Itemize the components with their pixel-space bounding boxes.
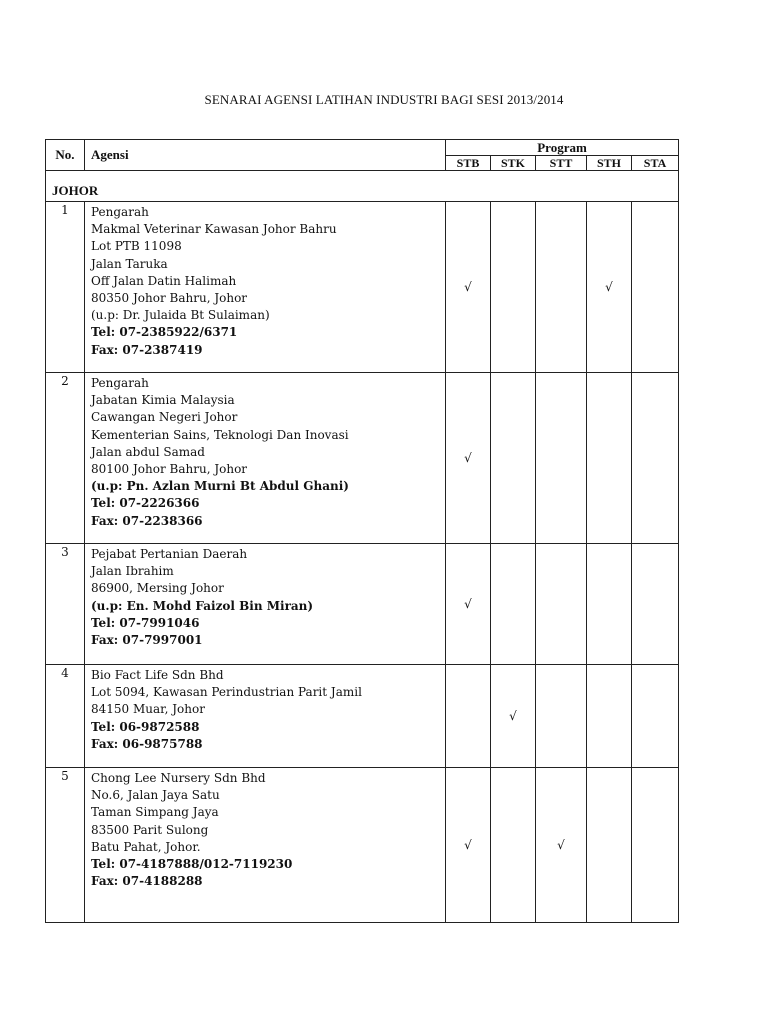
row-number: 1 [46, 202, 85, 373]
program-cell-stk [491, 768, 536, 923]
program-cell-stk [491, 373, 536, 544]
agency-line: Off Jalan Datin Halimah [91, 273, 237, 288]
column-header-stk: STK [491, 156, 536, 171]
check-mark-icon: √ [557, 838, 565, 852]
agency-line: Fax: 06-9875788 [91, 736, 203, 751]
agency-line: Pengarah [91, 205, 149, 219]
agency-line: Fax: 07-2387419 [91, 342, 203, 357]
row-number: 3 [46, 544, 85, 665]
agency-line: Fax: 07-4188288 [91, 874, 203, 889]
agency-line: (u.p: Pn. Azlan Murni Bt Abdul Ghani) [91, 479, 349, 494]
program-cell-stb [446, 373, 491, 544]
program-cell-stt [536, 373, 587, 544]
agency-details [85, 202, 446, 373]
program-cell-stb [446, 544, 491, 665]
check-mark-icon: √ [605, 280, 613, 294]
agency-table [45, 139, 679, 923]
agency-line: Tel: 07-2385922/6371 [91, 325, 238, 340]
table-row [46, 665, 679, 768]
agency-line: 80350 Johor Bahru, Johor [91, 291, 248, 306]
agency-line: Jalan Ibrahim [91, 564, 174, 579]
program-cell-sth [587, 665, 632, 768]
agency-line: Pengarah [91, 376, 149, 390]
agency-line: (u.p: En. Mohd Faizol Bin Miran) [91, 598, 314, 613]
program-cell-sta [632, 544, 679, 665]
program-cell-sta [632, 202, 679, 373]
column-header-stb: STB [446, 156, 491, 171]
program-cell-stt [536, 665, 587, 768]
page-title: SENARAI AGENSI LATIHAN INDUSTRI BAGI SESI 2013/2014 [204, 92, 564, 107]
agency-line: Lot PTB 11098 [91, 239, 182, 254]
row-number: 5 [46, 768, 85, 923]
table-row [46, 544, 679, 665]
agency-line: Tel: 07-2226366 [91, 496, 200, 511]
agency-line: Bio Fact Life Sdn Bhd [91, 668, 224, 682]
column-header-stt: STT [536, 156, 587, 171]
agency-line: Kementerian Sains, Teknologi Dan Inovasi [91, 427, 349, 442]
program-cell-sta [632, 768, 679, 923]
agency-line: Tel: 07-4187888/012-7119230 [91, 857, 293, 872]
check-mark-icon: √ [509, 709, 517, 723]
agency-line: Tel: 06-9872588 [91, 719, 200, 734]
agency-line: Taman Simpang Jaya [91, 805, 219, 820]
check-mark-icon: √ [464, 280, 472, 294]
program-cell-stb [446, 768, 491, 923]
program-cell-stt [536, 202, 587, 373]
agency-line: 83500 Parit Sulong [91, 822, 209, 837]
check-mark-icon: √ [464, 838, 472, 852]
agency-details [85, 768, 446, 923]
agency-line: 86900, Mersing Johor [91, 581, 224, 596]
agency-line: Jabatan Kimia Malaysia [91, 393, 235, 408]
column-header-program: Program [446, 140, 679, 156]
table-row [46, 768, 679, 923]
column-header-sth: STH [587, 156, 632, 171]
agency-line: 80100 Johor Bahru, Johor [91, 462, 248, 477]
agency-line: 84150 Muar, Johor [91, 702, 205, 717]
row-number: 4 [46, 665, 85, 768]
agency-line: Fax: 07-7997001 [91, 633, 203, 648]
column-header-agensi: Agensi [85, 140, 446, 171]
agency-line: Cawangan Negeri Johor [91, 410, 238, 425]
agency-line: Fax: 07-2238366 [91, 513, 203, 528]
program-cell-stb [446, 665, 491, 768]
program-cell-stk [491, 544, 536, 665]
table-row [46, 373, 679, 544]
agency-line: Pejabat Pertanian Daerah [91, 547, 248, 561]
agency-line: (u.p: Dr. Julaida Bt Sulaiman) [91, 308, 270, 323]
agency-line: Chong Lee Nursery Sdn Bhd [91, 771, 266, 785]
program-cell-stb [446, 202, 491, 373]
row-number: 2 [46, 373, 85, 544]
program-cell-sth [587, 544, 632, 665]
program-cell-sth [587, 768, 632, 923]
agency-line: Batu Pahat, Johor. [91, 839, 201, 854]
table-row [46, 202, 679, 373]
agency-line: Tel: 07-7991046 [91, 615, 200, 630]
program-cell-sth [587, 202, 632, 373]
agency-details [85, 544, 446, 665]
program-cell-sta [632, 373, 679, 544]
agency-line: Lot 5094, Kawasan Perindustrian Parit Jamil [91, 685, 362, 700]
program-cell-stk [491, 665, 536, 768]
column-header-no: No. [46, 140, 85, 171]
check-mark-icon: √ [464, 597, 472, 611]
program-cell-sth [587, 373, 632, 544]
header-row-1 [46, 140, 679, 156]
region-row [46, 171, 679, 202]
program-cell-stk [491, 202, 536, 373]
program-cell-stt [536, 768, 587, 923]
program-cell-stt [536, 544, 587, 665]
program-cell-sta [632, 665, 679, 768]
agency-line: Makmal Veterinar Kawasan Johor Bahru [91, 222, 337, 237]
agency-line: No.6, Jalan Jaya Satu [91, 788, 220, 803]
agency-line: Jalan Taruka [91, 256, 168, 271]
check-mark-icon: √ [464, 451, 472, 465]
region-label: JOHOR [46, 171, 679, 202]
agency-details [85, 373, 446, 544]
column-header-sta: STA [632, 156, 679, 171]
agency-line: Jalan abdul Samad [91, 444, 205, 459]
agency-details [85, 665, 446, 768]
